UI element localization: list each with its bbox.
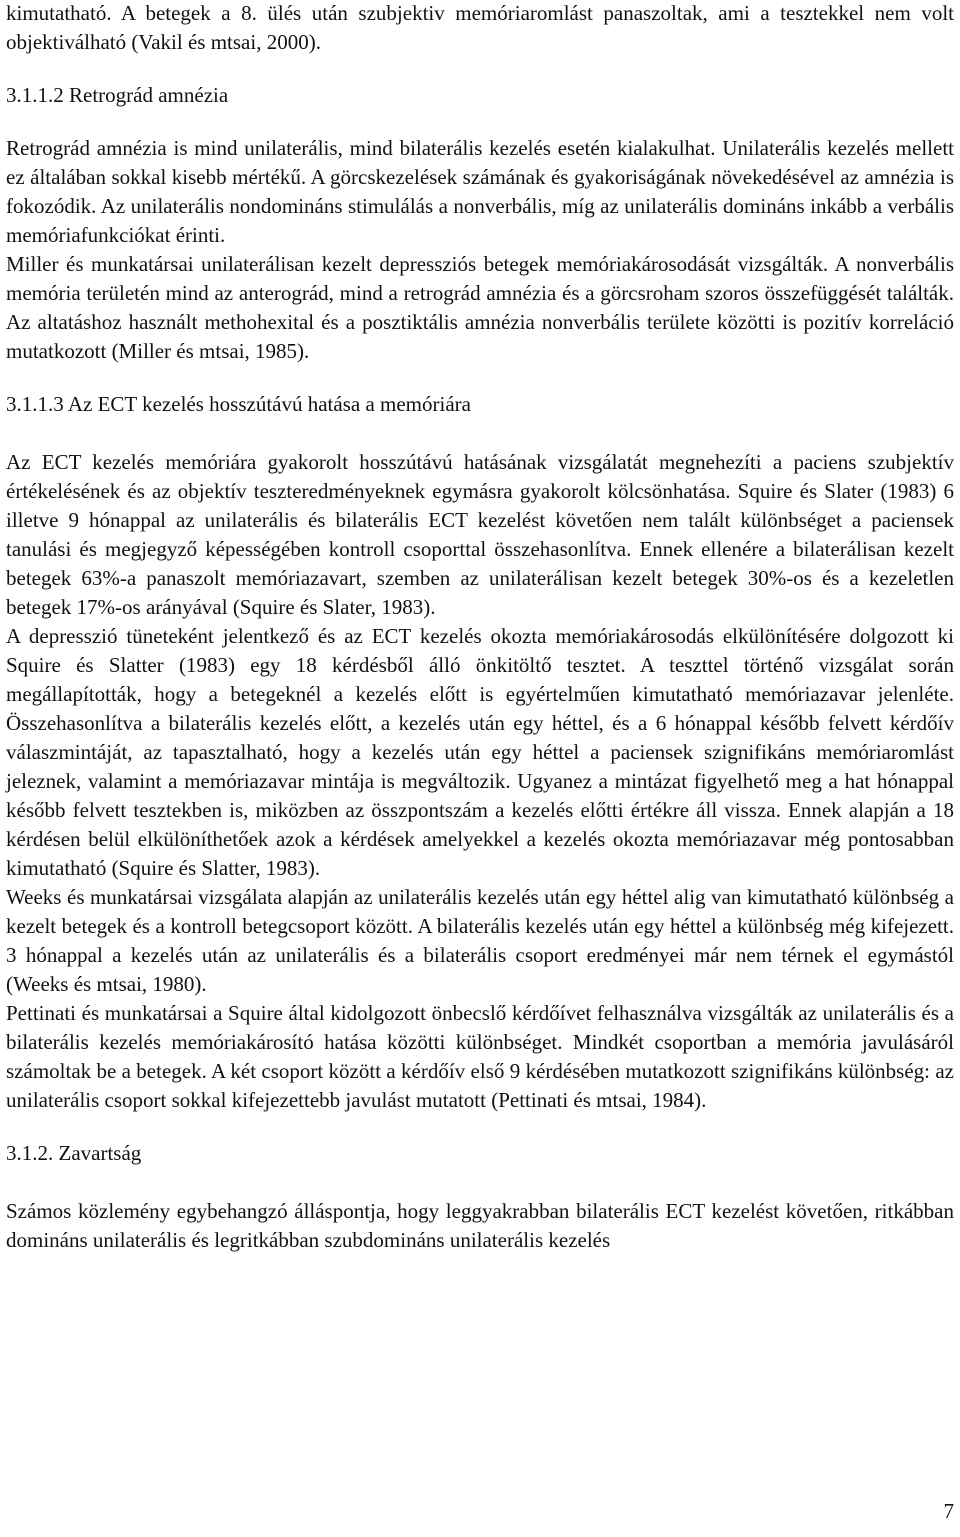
paragraph-zavartsag-1: Számos közlemény egybehangzó álláspontja, hogy leggyakrabban bilaterális ECT kezelést követően, ritkábban domináns unilaterális és legritkábban szubdomináns unilaterális kezelés	[6, 1199, 954, 1252]
page-number: 7	[943, 1499, 954, 1523]
document-page	[6, 0, 954, 1255]
paragraph-hosszutavu-2: A depresszió tüneteként jelentkező és az ECT kezelés okozta memóriakárosodás elkülönítésére dolgozott ki Squire és Slatter (1983) egy 18 kérdésből álló önkitöltő tesztet. A teszttel történő vizsgálat során megállapították, hogy a betegeknél a kezelés előtt is egyértelműen kimutatható memóriazavar jelenléte. Összehasonlítva a bilaterális kezelés előtt, a kezelés után egy héttel, és a 6 hónappal később felvett kérdőív válaszmintáját, az tapasztalható, hogy a kezelés után egy héttel a paciensek szignifikáns memóriaromlást jeleznek, valamint a memóriazavar mintája is megváltozik. Ugyanez a mintázat figyelhető meg a hat hónappal később felvett tesztekben is, miközben az összpontszám a kezelés előtti értékre áll vissza. Ennek alapján a 18 kérdésen belül elkülöníthetőek azok a kérdések amelyekkel a kezelés okozta memóriazavar még pontosabban kimutatható (Squire és Slatter, 1983).	[6, 624, 954, 880]
paragraph-intro: kimutatható. A betegek a 8. ülés után szubjektiv memóriaromlást panaszoltak, ami a tesztekkel nem volt objektiválható (Vakil és mtsai, 2000).	[6, 1, 954, 54]
paragraph-hosszutavu-1: Az ECT kezelés memóriára gyakorolt hosszútávú hatásának vizsgálatát megnehezíti a paciens szubjektív értékelésének és az objektív teszteredményeknek egymásra gyakorolt kölcsönhatása. Squire és Slater (1983) 6 illetve 9 hónappal az unilaterális és bilaterális ECT kezelést követően nem talált különbséget a paciensek tanulási és megjegyző képességében kontroll csoporttal összehasonlítva. Ennek ellenére a bilaterálisan kezelt betegek 63%-a panaszolt memóriazavart, szemben az unilaterálisan kezelt betegek 30%-os és a kezeletlen betegek 17%-os arányával (Squire és Slater, 1983).	[6, 450, 954, 619]
section-heading-hosszutavu: 3.1.1.3 Az ECT kezelés hosszútávú hatása a memóriára	[6, 392, 471, 416]
paragraph-hosszutavu-4: Pettinati és munkatársai a Squire által kidolgozott önbecslő kérdőívet felhasználva vizsgálták az unilaterális és a bilaterális kezelés memóriakárosító hatása közötti különbséget. Mindkét csoportban a memória javulásáról számoltak be a betegek. A két csoport között a kérdőív első 9 kérdésében mutatkozott szignifikáns különbség: az unilaterális csoport sokkal kifejezettebb javulást mutatott (Pettinati és mtsai, 1984).	[6, 1001, 954, 1112]
paragraph-retrograd-2: Miller és munkatársai unilaterálisan kezelt depressziós betegek memóriakárosodását vizsgálták. A nonverbális memória területén mind az anterográd, mind a retrográd amnézia és a görcsroham szoros összefüggését találták. Az altatáshoz használt methohexital és a posztiktális amnézia nonverbális területe közötti is pozitív korreláció mutatkozott (Miller és mtsai, 1985).	[6, 252, 954, 363]
paragraph-retrograd-1: Retrográd amnézia is mind unilaterális, mind bilaterális kezelés esetén kialakulhat. Unilaterális kezelés mellett ez általában sokkal kisebb mértékű. A görcskezelések számának és gyakoriságának növekedésével az amnézia is fokozódik. Az unilaterális nondomináns stimulálás a nonverbális, míg az unilaterális domináns inkább a verbális memóriafunkciókat érinti.	[6, 136, 954, 247]
section-heading-zavartsag: 3.1.2. Zavartság	[6, 1141, 142, 1165]
paragraph-hosszutavu-3: Weeks és munkatársai vizsgálata alapján az unilaterális kezelés után egy héttel alig van kimutatható különbség a kezelt betegek és a kontroll betegcsoport között. A bilaterális kezelés után egy héttel a különbség még kifejezett. 3 hónappal a kezelés után az unilaterális és a bilaterális csoport eredményei már nem térnek el egymástól (Weeks és mtsai, 1980).	[6, 885, 954, 996]
section-heading-retrograd: 3.1.1.2 Retrográd amnézia	[6, 83, 229, 107]
